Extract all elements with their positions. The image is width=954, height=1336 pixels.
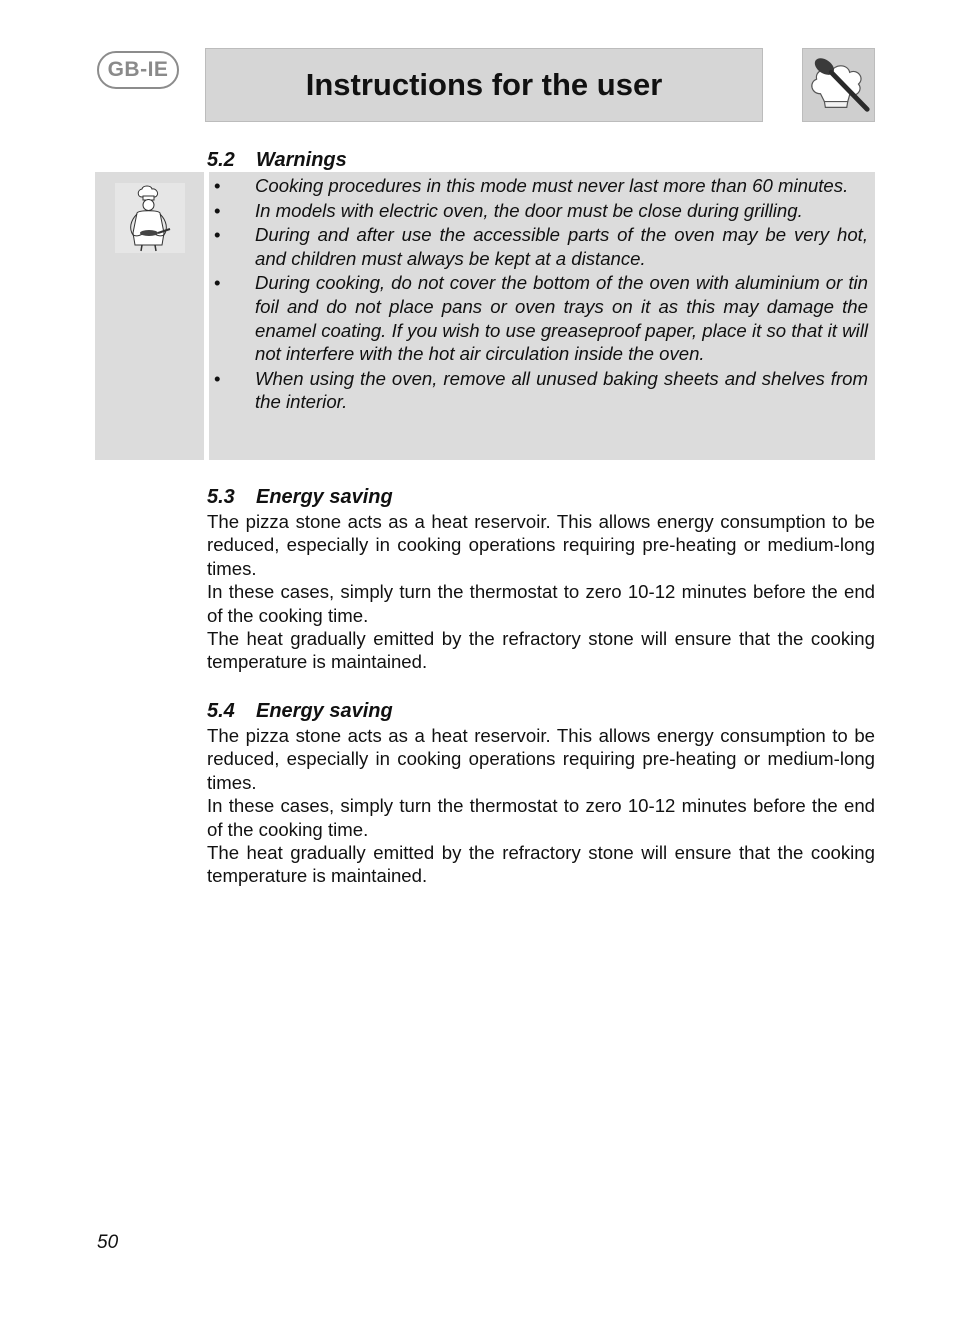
language-badge: GB-IE (97, 51, 179, 89)
paragraph: The heat gradually emitted by the refractory stone will ensure that the cooking temperature is maintained. (207, 842, 875, 887)
section-heading-warnings: 5.2 Warnings (207, 149, 347, 171)
paragraph: The heat gradually emitted by the refractory stone will ensure that the cooking temperature is maintained. (207, 628, 875, 673)
section-heading-energy-saving-5-3: 5.3 Energy saving (207, 486, 393, 508)
chef-icon (115, 183, 185, 253)
section-heading-energy-saving-5-4: 5.4 Energy saving (207, 700, 393, 722)
section-body-5-4 (207, 724, 875, 888)
header-bar (205, 48, 763, 122)
warnings-icon-panel (95, 172, 204, 460)
list-item: • During cooking, do not cover the bottom of the oven with aluminium or tin foil and do not place pans or oven trays on it as this may damage the enamel coating. If you wish to use greaseproof paper, place it so that it will not interfere with the hot air circulation inside the oven. (214, 272, 868, 365)
page-number: 50 (97, 1232, 119, 1253)
page-title: Instructions for the user (305, 67, 663, 102)
paragraph: The pizza stone acts as a heat reservoir. This allows energy consumption to be reduced, especially in cooking operations requiring pre-heating or medium-long times. (207, 511, 875, 579)
section-body-5-3 (207, 510, 875, 674)
list-item: • When using the oven, remove all unused baking sheets and shelves from the interior. (214, 367, 868, 413)
list-item: • Cooking procedures in this mode must never last more than 60 minutes. (214, 175, 849, 196)
paragraph: The pizza stone acts as a heat reservoir. This allows energy consumption to be reduced, especially in cooking operations requiring pre-heating or medium-long times. (207, 725, 875, 793)
paragraph: In these cases, simply turn the thermostat to zero 10-12 minutes before the end of the cooking time. (207, 795, 875, 840)
spoon-and-chef-hat-icon (802, 48, 875, 122)
warnings-list (209, 174, 868, 414)
list-item: • In models with electric oven, the door must be close during grilling. (214, 199, 803, 221)
warnings-panel (209, 172, 875, 460)
list-item: • During and after use the accessible parts of the oven may be very hot, and children must always be kept at a distance. (214, 224, 868, 269)
paragraph: In these cases, simply turn the thermostat to zero 10-12 minutes before the end of the cooking time. (207, 581, 875, 626)
